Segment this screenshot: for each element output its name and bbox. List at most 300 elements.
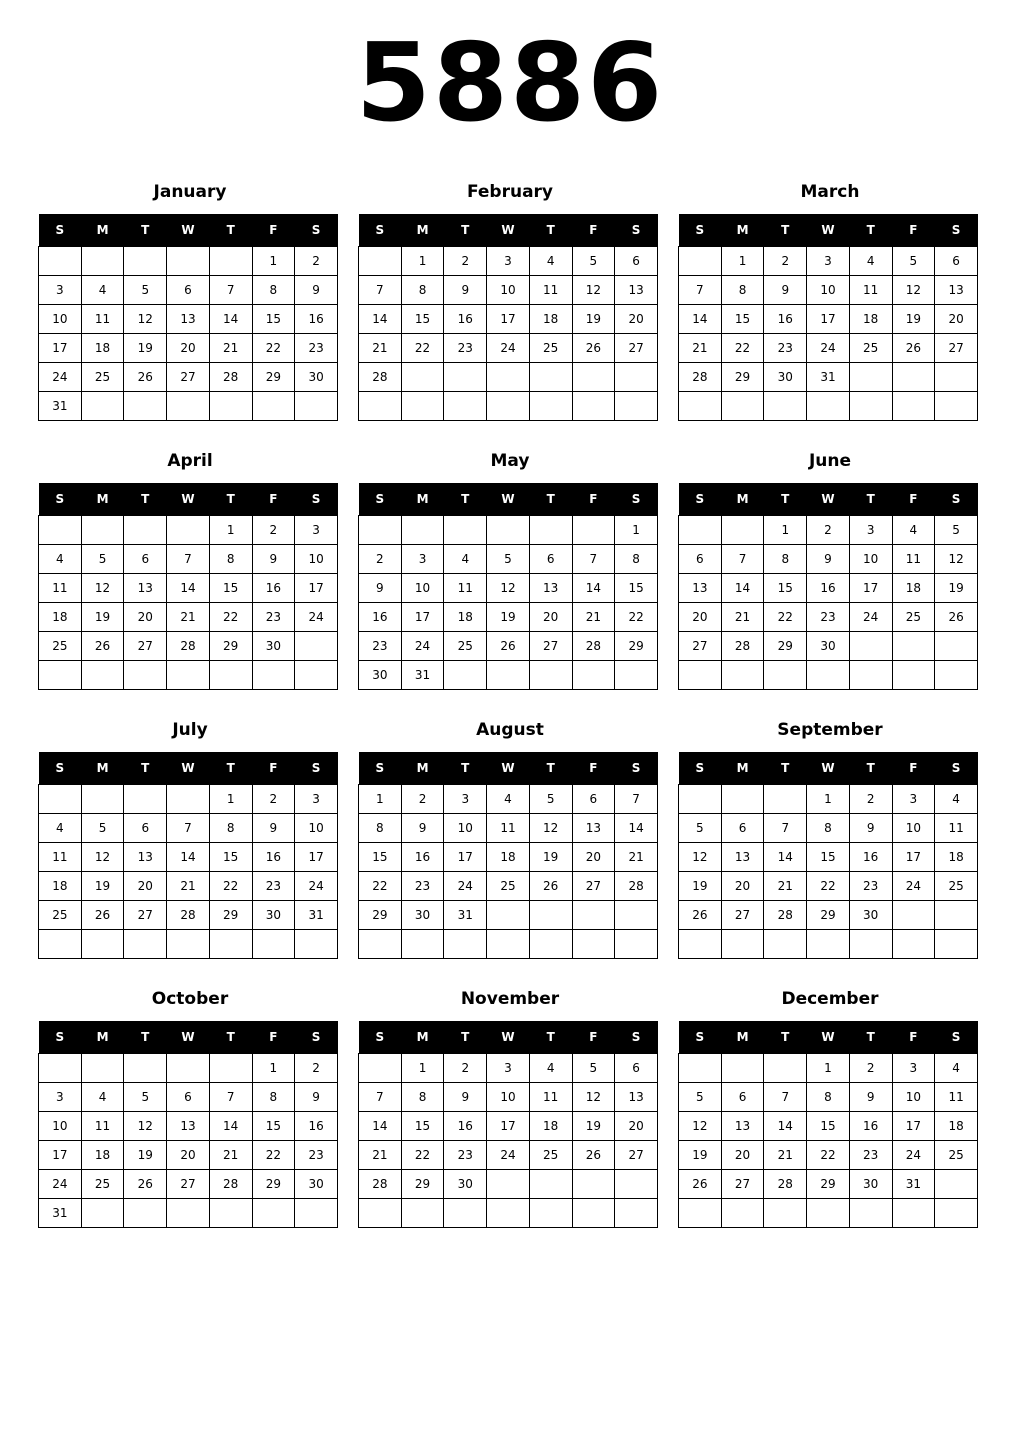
day-cell[interactable]: 24: [807, 334, 850, 363]
day-cell[interactable]: 5: [487, 545, 530, 574]
day-cell[interactable]: [359, 392, 402, 421]
day-cell[interactable]: 31: [444, 901, 487, 930]
day-cell[interactable]: 23: [849, 1141, 892, 1170]
day-cell[interactable]: [721, 1054, 764, 1083]
day-cell[interactable]: 15: [807, 843, 850, 872]
day-cell[interactable]: 21: [764, 872, 807, 901]
day-cell[interactable]: [892, 1199, 935, 1228]
day-cell[interactable]: 25: [81, 363, 124, 392]
day-cell[interactable]: [252, 661, 295, 690]
day-cell[interactable]: 21: [615, 843, 658, 872]
day-cell[interactable]: 7: [721, 545, 764, 574]
day-cell[interactable]: 2: [252, 516, 295, 545]
day-cell[interactable]: [572, 392, 615, 421]
day-cell[interactable]: 28: [209, 1170, 252, 1199]
day-cell[interactable]: 2: [849, 1054, 892, 1083]
day-cell[interactable]: 29: [359, 901, 402, 930]
day-cell[interactable]: 13: [167, 305, 210, 334]
day-cell[interactable]: 27: [167, 363, 210, 392]
day-cell[interactable]: 16: [849, 1112, 892, 1141]
day-cell[interactable]: 22: [209, 603, 252, 632]
day-cell[interactable]: 16: [444, 305, 487, 334]
day-cell[interactable]: 28: [359, 363, 402, 392]
day-cell[interactable]: [935, 1199, 978, 1228]
day-cell[interactable]: 25: [935, 872, 978, 901]
day-cell[interactable]: 23: [359, 632, 402, 661]
day-cell[interactable]: [444, 661, 487, 690]
day-cell[interactable]: 4: [892, 516, 935, 545]
day-cell[interactable]: 19: [81, 603, 124, 632]
day-cell[interactable]: 1: [209, 785, 252, 814]
day-cell[interactable]: [572, 363, 615, 392]
day-cell[interactable]: [892, 901, 935, 930]
day-cell[interactable]: 12: [124, 1112, 167, 1141]
day-cell[interactable]: [849, 1199, 892, 1228]
day-cell[interactable]: 24: [39, 363, 82, 392]
day-cell[interactable]: 31: [807, 363, 850, 392]
day-cell[interactable]: [39, 247, 82, 276]
day-cell[interactable]: 5: [124, 1083, 167, 1112]
day-cell[interactable]: [295, 632, 338, 661]
day-cell[interactable]: 3: [295, 785, 338, 814]
day-cell[interactable]: 19: [124, 1141, 167, 1170]
day-cell[interactable]: 31: [892, 1170, 935, 1199]
day-cell[interactable]: 20: [935, 305, 978, 334]
day-cell[interactable]: [572, 901, 615, 930]
day-cell[interactable]: [615, 392, 658, 421]
day-cell[interactable]: 5: [679, 814, 722, 843]
day-cell[interactable]: 21: [209, 1141, 252, 1170]
day-cell[interactable]: 13: [615, 1083, 658, 1112]
day-cell[interactable]: 8: [401, 1083, 444, 1112]
day-cell[interactable]: [401, 930, 444, 959]
day-cell[interactable]: 27: [615, 1141, 658, 1170]
day-cell[interactable]: 25: [529, 1141, 572, 1170]
day-cell[interactable]: 1: [401, 1054, 444, 1083]
day-cell[interactable]: 1: [359, 785, 402, 814]
day-cell[interactable]: [807, 661, 850, 690]
day-cell[interactable]: [935, 363, 978, 392]
day-cell[interactable]: 3: [892, 785, 935, 814]
day-cell[interactable]: [209, 930, 252, 959]
day-cell[interactable]: 7: [209, 276, 252, 305]
day-cell[interactable]: 12: [572, 276, 615, 305]
day-cell[interactable]: 18: [444, 603, 487, 632]
day-cell[interactable]: [359, 1054, 402, 1083]
day-cell[interactable]: 11: [935, 1083, 978, 1112]
day-cell[interactable]: [572, 930, 615, 959]
day-cell[interactable]: 5: [935, 516, 978, 545]
day-cell[interactable]: 2: [295, 247, 338, 276]
day-cell[interactable]: [721, 661, 764, 690]
day-cell[interactable]: 2: [444, 247, 487, 276]
day-cell[interactable]: 17: [39, 1141, 82, 1170]
day-cell[interactable]: 24: [487, 1141, 530, 1170]
day-cell[interactable]: 30: [359, 661, 402, 690]
day-cell[interactable]: 31: [295, 901, 338, 930]
day-cell[interactable]: 11: [39, 843, 82, 872]
day-cell[interactable]: 24: [295, 872, 338, 901]
day-cell[interactable]: [892, 392, 935, 421]
day-cell[interactable]: [679, 930, 722, 959]
day-cell[interactable]: 13: [935, 276, 978, 305]
day-cell[interactable]: 27: [124, 901, 167, 930]
day-cell[interactable]: 14: [572, 574, 615, 603]
day-cell[interactable]: 26: [572, 334, 615, 363]
day-cell[interactable]: 29: [209, 901, 252, 930]
day-cell[interactable]: [359, 247, 402, 276]
day-cell[interactable]: 3: [401, 545, 444, 574]
day-cell[interactable]: 28: [764, 1170, 807, 1199]
day-cell[interactable]: 8: [209, 814, 252, 843]
day-cell[interactable]: 1: [401, 247, 444, 276]
day-cell[interactable]: 6: [615, 247, 658, 276]
day-cell[interactable]: 18: [81, 334, 124, 363]
day-cell[interactable]: 15: [359, 843, 402, 872]
day-cell[interactable]: [81, 516, 124, 545]
day-cell[interactable]: 18: [39, 872, 82, 901]
day-cell[interactable]: 23: [252, 872, 295, 901]
day-cell[interactable]: [935, 632, 978, 661]
day-cell[interactable]: [209, 1054, 252, 1083]
day-cell[interactable]: 19: [81, 872, 124, 901]
day-cell[interactable]: 24: [487, 334, 530, 363]
day-cell[interactable]: 30: [764, 363, 807, 392]
day-cell[interactable]: 21: [764, 1141, 807, 1170]
day-cell[interactable]: [529, 363, 572, 392]
day-cell[interactable]: [39, 930, 82, 959]
day-cell[interactable]: 15: [401, 1112, 444, 1141]
day-cell[interactable]: 10: [295, 545, 338, 574]
day-cell[interactable]: 2: [849, 785, 892, 814]
day-cell[interactable]: [401, 1199, 444, 1228]
day-cell[interactable]: 2: [401, 785, 444, 814]
day-cell[interactable]: 13: [679, 574, 722, 603]
day-cell[interactable]: 6: [529, 545, 572, 574]
day-cell[interactable]: 20: [167, 334, 210, 363]
day-cell[interactable]: 19: [935, 574, 978, 603]
day-cell[interactable]: [807, 930, 850, 959]
day-cell[interactable]: 14: [167, 574, 210, 603]
day-cell[interactable]: 19: [572, 1112, 615, 1141]
day-cell[interactable]: 9: [444, 1083, 487, 1112]
day-cell[interactable]: 28: [615, 872, 658, 901]
day-cell[interactable]: 6: [167, 1083, 210, 1112]
day-cell[interactable]: 17: [295, 574, 338, 603]
day-cell[interactable]: [529, 930, 572, 959]
day-cell[interactable]: [487, 661, 530, 690]
day-cell[interactable]: 8: [252, 1083, 295, 1112]
day-cell[interactable]: 7: [572, 545, 615, 574]
day-cell[interactable]: 30: [444, 1170, 487, 1199]
day-cell[interactable]: 30: [849, 1170, 892, 1199]
day-cell[interactable]: 21: [572, 603, 615, 632]
day-cell[interactable]: 22: [252, 1141, 295, 1170]
day-cell[interactable]: [487, 363, 530, 392]
day-cell[interactable]: [124, 661, 167, 690]
day-cell[interactable]: [572, 516, 615, 545]
day-cell[interactable]: 9: [807, 545, 850, 574]
day-cell[interactable]: 6: [167, 276, 210, 305]
day-cell[interactable]: [849, 930, 892, 959]
day-cell[interactable]: 6: [615, 1054, 658, 1083]
day-cell[interactable]: [615, 661, 658, 690]
day-cell[interactable]: 11: [81, 305, 124, 334]
day-cell[interactable]: 27: [935, 334, 978, 363]
day-cell[interactable]: 16: [444, 1112, 487, 1141]
day-cell[interactable]: 6: [124, 545, 167, 574]
day-cell[interactable]: 27: [167, 1170, 210, 1199]
day-cell[interactable]: 14: [167, 843, 210, 872]
day-cell[interactable]: 6: [721, 1083, 764, 1112]
day-cell[interactable]: 11: [935, 814, 978, 843]
day-cell[interactable]: 27: [679, 632, 722, 661]
day-cell[interactable]: [764, 930, 807, 959]
day-cell[interactable]: 5: [572, 247, 615, 276]
day-cell[interactable]: [487, 1170, 530, 1199]
day-cell[interactable]: [529, 1199, 572, 1228]
day-cell[interactable]: 16: [295, 305, 338, 334]
day-cell[interactable]: 1: [615, 516, 658, 545]
day-cell[interactable]: [807, 392, 850, 421]
day-cell[interactable]: 22: [359, 872, 402, 901]
day-cell[interactable]: 29: [807, 1170, 850, 1199]
day-cell[interactable]: 3: [892, 1054, 935, 1083]
day-cell[interactable]: 17: [487, 1112, 530, 1141]
day-cell[interactable]: 5: [529, 785, 572, 814]
day-cell[interactable]: 1: [807, 785, 850, 814]
day-cell[interactable]: 19: [529, 843, 572, 872]
day-cell[interactable]: [167, 1054, 210, 1083]
day-cell[interactable]: 10: [401, 574, 444, 603]
day-cell[interactable]: 16: [252, 843, 295, 872]
day-cell[interactable]: 7: [209, 1083, 252, 1112]
day-cell[interactable]: 9: [764, 276, 807, 305]
day-cell[interactable]: [764, 1199, 807, 1228]
day-cell[interactable]: [721, 1199, 764, 1228]
day-cell[interactable]: 5: [81, 814, 124, 843]
day-cell[interactable]: 23: [295, 1141, 338, 1170]
day-cell[interactable]: [39, 785, 82, 814]
day-cell[interactable]: 26: [679, 901, 722, 930]
day-cell[interactable]: 30: [849, 901, 892, 930]
day-cell[interactable]: 17: [444, 843, 487, 872]
day-cell[interactable]: 17: [807, 305, 850, 334]
day-cell[interactable]: 5: [679, 1083, 722, 1112]
day-cell[interactable]: [849, 392, 892, 421]
day-cell[interactable]: 13: [124, 843, 167, 872]
day-cell[interactable]: [81, 661, 124, 690]
day-cell[interactable]: 15: [764, 574, 807, 603]
day-cell[interactable]: 8: [721, 276, 764, 305]
day-cell[interactable]: 30: [252, 632, 295, 661]
day-cell[interactable]: 17: [892, 1112, 935, 1141]
day-cell[interactable]: 21: [209, 334, 252, 363]
day-cell[interactable]: [572, 1170, 615, 1199]
day-cell[interactable]: 4: [935, 1054, 978, 1083]
day-cell[interactable]: [124, 516, 167, 545]
day-cell[interactable]: 21: [359, 1141, 402, 1170]
day-cell[interactable]: [167, 247, 210, 276]
day-cell[interactable]: 15: [615, 574, 658, 603]
day-cell[interactable]: 23: [401, 872, 444, 901]
day-cell[interactable]: [252, 930, 295, 959]
day-cell[interactable]: [167, 516, 210, 545]
day-cell[interactable]: 9: [359, 574, 402, 603]
day-cell[interactable]: 26: [81, 901, 124, 930]
day-cell[interactable]: [679, 785, 722, 814]
day-cell[interactable]: [209, 247, 252, 276]
day-cell[interactable]: 14: [764, 843, 807, 872]
day-cell[interactable]: 12: [487, 574, 530, 603]
day-cell[interactable]: 3: [39, 276, 82, 305]
day-cell[interactable]: [721, 785, 764, 814]
day-cell[interactable]: 19: [572, 305, 615, 334]
day-cell[interactable]: 14: [679, 305, 722, 334]
day-cell[interactable]: [252, 392, 295, 421]
day-cell[interactable]: 7: [359, 1083, 402, 1112]
day-cell[interactable]: 18: [849, 305, 892, 334]
day-cell[interactable]: 1: [764, 516, 807, 545]
day-cell[interactable]: 25: [444, 632, 487, 661]
day-cell[interactable]: 22: [807, 872, 850, 901]
day-cell[interactable]: 8: [807, 814, 850, 843]
day-cell[interactable]: 6: [679, 545, 722, 574]
day-cell[interactable]: 30: [295, 363, 338, 392]
day-cell[interactable]: 2: [764, 247, 807, 276]
day-cell[interactable]: [209, 1199, 252, 1228]
day-cell[interactable]: 29: [209, 632, 252, 661]
day-cell[interactable]: 24: [892, 872, 935, 901]
day-cell[interactable]: [81, 1199, 124, 1228]
day-cell[interactable]: 28: [359, 1170, 402, 1199]
day-cell[interactable]: 24: [444, 872, 487, 901]
day-cell[interactable]: 18: [935, 1112, 978, 1141]
day-cell[interactable]: 30: [807, 632, 850, 661]
day-cell[interactable]: [529, 516, 572, 545]
day-cell[interactable]: 2: [359, 545, 402, 574]
day-cell[interactable]: 25: [849, 334, 892, 363]
day-cell[interactable]: [167, 930, 210, 959]
day-cell[interactable]: [615, 1199, 658, 1228]
day-cell[interactable]: 12: [81, 574, 124, 603]
day-cell[interactable]: 5: [892, 247, 935, 276]
day-cell[interactable]: 2: [252, 785, 295, 814]
day-cell[interactable]: 4: [529, 247, 572, 276]
day-cell[interactable]: 13: [721, 1112, 764, 1141]
day-cell[interactable]: 21: [359, 334, 402, 363]
day-cell[interactable]: [295, 661, 338, 690]
day-cell[interactable]: 26: [124, 1170, 167, 1199]
day-cell[interactable]: 24: [849, 603, 892, 632]
day-cell[interactable]: [679, 392, 722, 421]
day-cell[interactable]: [849, 632, 892, 661]
day-cell[interactable]: 8: [401, 276, 444, 305]
day-cell[interactable]: [39, 1054, 82, 1083]
day-cell[interactable]: 9: [252, 545, 295, 574]
day-cell[interactable]: 13: [721, 843, 764, 872]
day-cell[interactable]: 1: [252, 247, 295, 276]
day-cell[interactable]: 3: [295, 516, 338, 545]
day-cell[interactable]: 25: [935, 1141, 978, 1170]
day-cell[interactable]: 22: [764, 603, 807, 632]
day-cell[interactable]: [764, 785, 807, 814]
day-cell[interactable]: 10: [487, 276, 530, 305]
day-cell[interactable]: [124, 392, 167, 421]
day-cell[interactable]: [124, 785, 167, 814]
day-cell[interactable]: [679, 1199, 722, 1228]
day-cell[interactable]: 19: [679, 872, 722, 901]
day-cell[interactable]: [359, 516, 402, 545]
day-cell[interactable]: 20: [615, 1112, 658, 1141]
day-cell[interactable]: 12: [892, 276, 935, 305]
day-cell[interactable]: 13: [124, 574, 167, 603]
day-cell[interactable]: 3: [807, 247, 850, 276]
day-cell[interactable]: 14: [359, 1112, 402, 1141]
day-cell[interactable]: 6: [721, 814, 764, 843]
day-cell[interactable]: 10: [39, 1112, 82, 1141]
day-cell[interactable]: 27: [721, 1170, 764, 1199]
day-cell[interactable]: 14: [209, 305, 252, 334]
day-cell[interactable]: 22: [721, 334, 764, 363]
day-cell[interactable]: 18: [529, 305, 572, 334]
day-cell[interactable]: 3: [39, 1083, 82, 1112]
day-cell[interactable]: 15: [252, 1112, 295, 1141]
day-cell[interactable]: 3: [849, 516, 892, 545]
day-cell[interactable]: 12: [81, 843, 124, 872]
day-cell[interactable]: [167, 1199, 210, 1228]
day-cell[interactable]: 16: [295, 1112, 338, 1141]
day-cell[interactable]: [529, 661, 572, 690]
day-cell[interactable]: 6: [935, 247, 978, 276]
day-cell[interactable]: 17: [295, 843, 338, 872]
day-cell[interactable]: 18: [529, 1112, 572, 1141]
day-cell[interactable]: 1: [721, 247, 764, 276]
day-cell[interactable]: 10: [892, 1083, 935, 1112]
day-cell[interactable]: 26: [124, 363, 167, 392]
day-cell[interactable]: 16: [359, 603, 402, 632]
day-cell[interactable]: 8: [764, 545, 807, 574]
day-cell[interactable]: 9: [295, 1083, 338, 1112]
day-cell[interactable]: 20: [124, 872, 167, 901]
day-cell[interactable]: 8: [807, 1083, 850, 1112]
day-cell[interactable]: 27: [615, 334, 658, 363]
day-cell[interactable]: [39, 516, 82, 545]
day-cell[interactable]: 28: [721, 632, 764, 661]
day-cell[interactable]: 11: [39, 574, 82, 603]
day-cell[interactable]: 7: [167, 545, 210, 574]
day-cell[interactable]: 18: [892, 574, 935, 603]
day-cell[interactable]: 25: [487, 872, 530, 901]
day-cell[interactable]: [167, 392, 210, 421]
day-cell[interactable]: [487, 1199, 530, 1228]
day-cell[interactable]: 13: [529, 574, 572, 603]
day-cell[interactable]: 22: [401, 1141, 444, 1170]
day-cell[interactable]: 17: [892, 843, 935, 872]
day-cell[interactable]: 12: [679, 1112, 722, 1141]
day-cell[interactable]: [81, 247, 124, 276]
day-cell[interactable]: [679, 516, 722, 545]
day-cell[interactable]: [167, 785, 210, 814]
day-cell[interactable]: 28: [167, 901, 210, 930]
day-cell[interactable]: [935, 901, 978, 930]
day-cell[interactable]: 24: [39, 1170, 82, 1199]
day-cell[interactable]: 18: [81, 1141, 124, 1170]
day-cell[interactable]: 26: [81, 632, 124, 661]
day-cell[interactable]: 17: [487, 305, 530, 334]
day-cell[interactable]: 9: [401, 814, 444, 843]
day-cell[interactable]: 10: [295, 814, 338, 843]
